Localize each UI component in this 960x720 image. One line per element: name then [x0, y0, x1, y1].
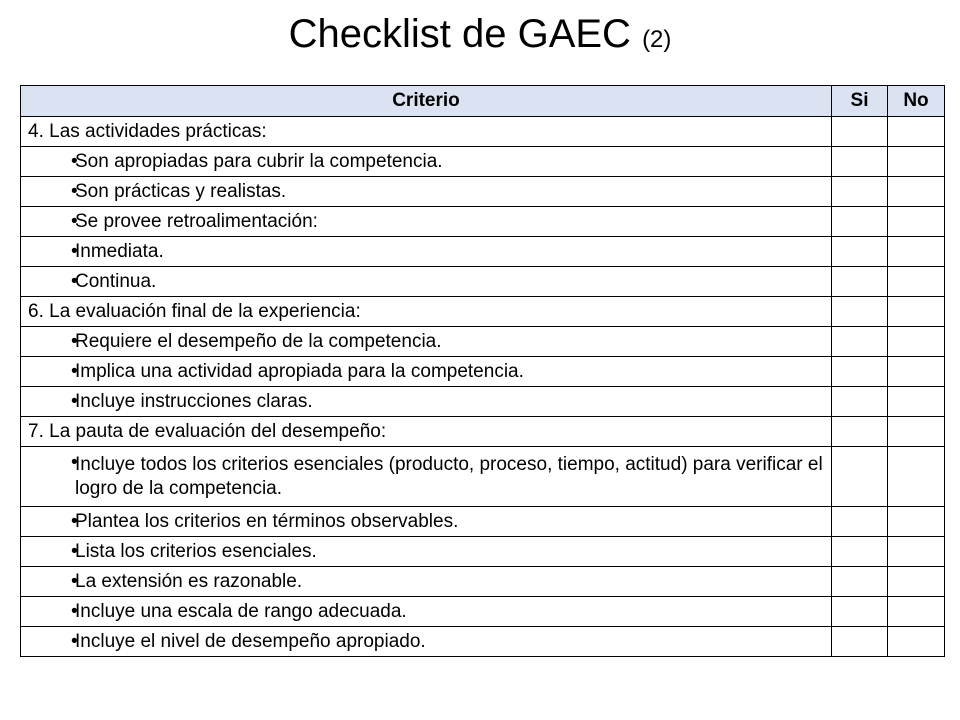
checkbox-cell-no[interactable]: [888, 147, 945, 177]
criterion-text: • Requiere el desempeño de la competencia.: [75, 330, 442, 352]
checkbox-cell-si[interactable]: [832, 297, 888, 327]
criterion-cell: [21, 207, 832, 237]
criterion-text: • Inmediata.: [75, 240, 164, 262]
criterion-row: [21, 147, 945, 177]
criterion-cell: [21, 597, 832, 627]
checkbox-cell-si[interactable]: [832, 537, 888, 567]
criterion-cell: [21, 327, 832, 357]
page-title: [0, 8, 960, 66]
checkbox-cell-si[interactable]: [832, 117, 888, 147]
criterion-text: • Se provee retroalimentación:: [75, 210, 318, 232]
checkbox-cell-no[interactable]: [888, 567, 945, 597]
criterion-text: • Son prácticas y realistas.: [75, 180, 287, 202]
checkbox-cell-si[interactable]: [832, 237, 888, 267]
checkbox-cell-si[interactable]: [832, 597, 888, 627]
criterion-row: [21, 267, 945, 297]
criterion-text: • Implica una actividad apropiada para la competencia.: [75, 360, 524, 382]
checkbox-cell-no[interactable]: [888, 117, 945, 147]
checkbox-cell-no[interactable]: [888, 207, 945, 237]
checkbox-cell-si[interactable]: [832, 147, 888, 177]
checkbox-cell-si[interactable]: [832, 267, 888, 297]
criterion-text: • La extensión es razonable.: [75, 570, 303, 592]
criterion-text: • Lista los criterios esenciales.: [75, 540, 317, 562]
checklist-table: [20, 85, 945, 657]
checkbox-cell-si[interactable]: [832, 447, 888, 507]
checkbox-cell-no[interactable]: [888, 267, 945, 297]
checkbox-cell-si[interactable]: [832, 387, 888, 417]
checkbox-cell-si[interactable]: [832, 567, 888, 597]
criterion-row: [21, 207, 945, 237]
criterion-text: • Plantea los criterios en términos observables.: [75, 510, 459, 532]
checkbox-cell-no[interactable]: [888, 357, 945, 387]
criterion-cell: [21, 507, 832, 537]
checkbox-cell-no[interactable]: [888, 417, 945, 447]
criterion-cell: [21, 177, 832, 207]
header-row: [21, 86, 945, 117]
criterion-text: • Incluye una escala de rango adecuada.: [75, 600, 407, 622]
checkbox-cell-si[interactable]: [832, 417, 888, 447]
checkbox-cell-si[interactable]: [832, 627, 888, 657]
criterion-cell: [21, 567, 832, 597]
criterion-row: [21, 447, 945, 507]
section-row: [21, 417, 945, 447]
section-row: [21, 117, 945, 147]
checkbox-cell-no[interactable]: [888, 597, 945, 627]
checkbox-cell-no[interactable]: [888, 537, 945, 567]
criterion-cell: [21, 537, 832, 567]
criterion-row: [21, 507, 945, 537]
header-si: Si: [832, 86, 888, 117]
section-row: [21, 297, 945, 327]
checkbox-cell-no[interactable]: [888, 627, 945, 657]
criterion-row: [21, 537, 945, 567]
title-main: Checklist de GAEC: [288, 12, 631, 56]
checkbox-cell-no[interactable]: [888, 327, 945, 357]
criterion-row: [21, 387, 945, 417]
criterion-cell: [21, 147, 832, 177]
checkbox-cell-no[interactable]: [888, 177, 945, 207]
checklist-body: [21, 117, 945, 657]
criterion-row: [21, 597, 945, 627]
section-heading: 4. Las actividades prácticas:: [21, 117, 832, 147]
criterion-row: [21, 567, 945, 597]
criterion-cell: [21, 447, 832, 507]
checkbox-cell-no[interactable]: [888, 447, 945, 507]
checkbox-cell-no[interactable]: [888, 387, 945, 417]
criterion-cell: [21, 237, 832, 267]
checkbox-cell-si[interactable]: [832, 207, 888, 237]
header-criterio: Criterio: [21, 86, 832, 117]
criterion-text: • Son apropiadas para cubrir la competencia.: [75, 150, 443, 172]
criterion-cell: [21, 267, 832, 297]
checkbox-cell-si[interactable]: [832, 507, 888, 537]
checkbox-cell-si[interactable]: [832, 177, 888, 207]
checkbox-cell-si[interactable]: [832, 327, 888, 357]
criterion-text: • Incluye todos los criterios esenciales (producto, proceso, tiempo, actitud) para verificar el logro de la competencia.: [75, 453, 823, 499]
section-heading: 7. La pauta de evaluación del desempeño:: [21, 417, 832, 447]
criterion-cell: [21, 357, 832, 387]
header-no: No: [888, 86, 945, 117]
criterion-cell: [21, 627, 832, 657]
checkbox-cell-si[interactable]: [832, 357, 888, 387]
checkbox-cell-no[interactable]: [888, 507, 945, 537]
criterion-row: [21, 237, 945, 267]
checkbox-cell-no[interactable]: [888, 237, 945, 267]
criterion-text: • Incluye instrucciones claras.: [75, 390, 313, 412]
criterion-row: [21, 627, 945, 657]
criterion-text: • Continua.: [75, 270, 157, 292]
criterion-cell: [21, 387, 832, 417]
criterion-row: [21, 177, 945, 207]
title-sub: (2): [642, 26, 672, 53]
checkbox-cell-no[interactable]: [888, 297, 945, 327]
criterion-text: • Incluye el nivel de desempeño apropiado.: [75, 630, 426, 652]
criterion-row: [21, 327, 945, 357]
criterion-row: [21, 357, 945, 387]
section-heading: 6. La evaluación final de la experiencia:: [21, 297, 832, 327]
